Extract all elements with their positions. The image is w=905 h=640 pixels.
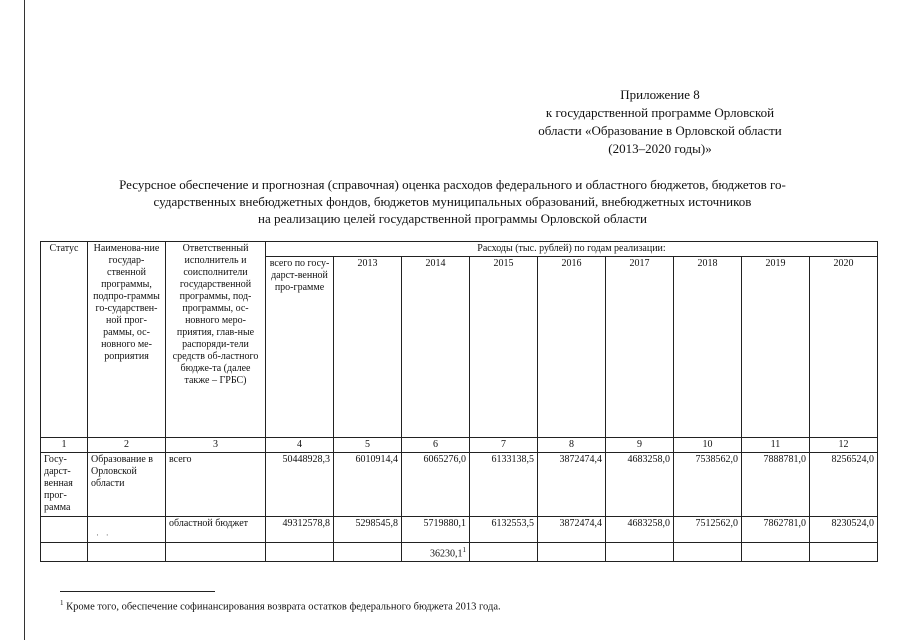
column-numbers-row bbox=[41, 438, 878, 453]
header-year: 2016 bbox=[538, 257, 606, 438]
column-number: 7 bbox=[470, 438, 538, 453]
row-value: 8230524,0 bbox=[810, 517, 878, 543]
extra-value-cell bbox=[402, 543, 470, 562]
row-value: 6132553,5 bbox=[470, 517, 538, 543]
header-year: 2014 bbox=[402, 257, 470, 438]
row-value: 49312578,8 bbox=[266, 517, 334, 543]
extra-value: 36230,1 bbox=[430, 548, 463, 560]
row-value: 6010914,4 bbox=[334, 453, 402, 517]
header-year: 2020 bbox=[810, 257, 878, 438]
header-status: Статус bbox=[41, 242, 88, 438]
column-number: 12 bbox=[810, 438, 878, 453]
title-line-2: сударственных внебюджетных фондов, бюджетов муниципальных образований, внебюджетных источников bbox=[153, 194, 752, 209]
empty-cell bbox=[674, 543, 742, 562]
column-number: 9 bbox=[606, 438, 674, 453]
row-value: 7512562,0 bbox=[674, 517, 742, 543]
header-expenses: Расходы (тыс. рублей) по годам реализации: bbox=[266, 242, 878, 257]
title-line-1: Ресурсное обеспечение и прогнозная (справочная) оценка расходов федерального и областного бюджетов, бюджетов го- bbox=[119, 177, 786, 192]
header-year: 2013 bbox=[334, 257, 402, 438]
header-total: всего по госу-дарст-венной про-грамме bbox=[266, 257, 334, 438]
row-value: 7538562,0 bbox=[674, 453, 742, 517]
row-value: 7862781,0 bbox=[742, 517, 810, 543]
column-number: 1 bbox=[41, 438, 88, 453]
column-number: 5 bbox=[334, 438, 402, 453]
column-number: 8 bbox=[538, 438, 606, 453]
header-year: 2015 bbox=[470, 257, 538, 438]
empty-cell bbox=[166, 543, 266, 562]
column-number: 4 bbox=[266, 438, 334, 453]
empty-cell bbox=[88, 543, 166, 562]
row-responsible: всего bbox=[166, 453, 266, 517]
empty-cell bbox=[334, 543, 402, 562]
table-row bbox=[41, 453, 878, 517]
column-number: 2 bbox=[88, 438, 166, 453]
row-value: 50448928,3 bbox=[266, 453, 334, 517]
scan-speckles: · · bbox=[96, 530, 109, 540]
row-value: 5719880,1 bbox=[402, 517, 470, 543]
column-number: 3 bbox=[166, 438, 266, 453]
empty-cell bbox=[810, 543, 878, 562]
footnote-marker: 1 bbox=[60, 599, 64, 607]
empty-cell bbox=[266, 543, 334, 562]
column-number: 10 bbox=[674, 438, 742, 453]
header-responsible: Ответственный исполнитель и соисполнители государственной программы, под-программы, ос-новного меро-приятия, глав-ные распоряди-тели средств об-ластного бюдже-та (далее также – ГРБС) bbox=[166, 242, 266, 438]
table-row bbox=[41, 517, 878, 543]
row-name: Образование в Орловской области bbox=[88, 453, 166, 517]
row-value: 6065276,0 bbox=[402, 453, 470, 517]
row-value: 3872474,4 bbox=[538, 517, 606, 543]
header-year: 2017 bbox=[606, 257, 674, 438]
empty-cell bbox=[470, 543, 538, 562]
page-edge-line bbox=[24, 0, 25, 640]
column-number: 6 bbox=[402, 438, 470, 453]
header-year: 2019 bbox=[742, 257, 810, 438]
empty-cell bbox=[538, 543, 606, 562]
row-name bbox=[88, 517, 166, 543]
footnote bbox=[60, 596, 501, 615]
document-title bbox=[40, 176, 865, 227]
row-responsible: областной бюджет bbox=[166, 517, 266, 543]
row-status: Госу-дарст-венная прог-рамма bbox=[41, 453, 88, 517]
empty-cell bbox=[41, 543, 88, 562]
row-status bbox=[41, 517, 88, 543]
header-name: Наименова-ние государ-ственной программы, подпро-граммы го-сударствен-ной прог-раммы, ос-новного ме-роприятия bbox=[88, 242, 166, 438]
appendix-line-3: области «Образование в Орловской области bbox=[538, 123, 782, 138]
row-value: 5298545,8 bbox=[334, 517, 402, 543]
appendix-line-1: Приложение 8 bbox=[620, 87, 700, 102]
row-value: 8256524,0 bbox=[810, 453, 878, 517]
row-value: 4683258,0 bbox=[606, 453, 674, 517]
footnote-divider bbox=[60, 591, 215, 592]
row-value: 3872474,4 bbox=[538, 453, 606, 517]
header-year: 2018 bbox=[674, 257, 742, 438]
table-row-extra bbox=[41, 543, 878, 562]
row-value: 4683258,0 bbox=[606, 517, 674, 543]
title-line-3: на реализацию целей государственной программы Орловской области bbox=[258, 211, 647, 226]
footnote-ref: 1 bbox=[462, 546, 466, 554]
empty-cell bbox=[742, 543, 810, 562]
row-value: 6133138,5 bbox=[470, 453, 538, 517]
column-number: 11 bbox=[742, 438, 810, 453]
appendix-line-4: (2013–2020 годы)» bbox=[608, 141, 712, 156]
empty-cell bbox=[606, 543, 674, 562]
appendix-line-2: к государственной программе Орловской bbox=[545, 105, 775, 120]
footnote-text: Кроме того, обеспечение софинансирования возврата остатков федерального бюджета 2013 года. bbox=[66, 601, 501, 613]
row-value: 7888781,0 bbox=[742, 453, 810, 517]
expenses-table bbox=[40, 241, 878, 562]
appendix-header bbox=[470, 86, 850, 158]
